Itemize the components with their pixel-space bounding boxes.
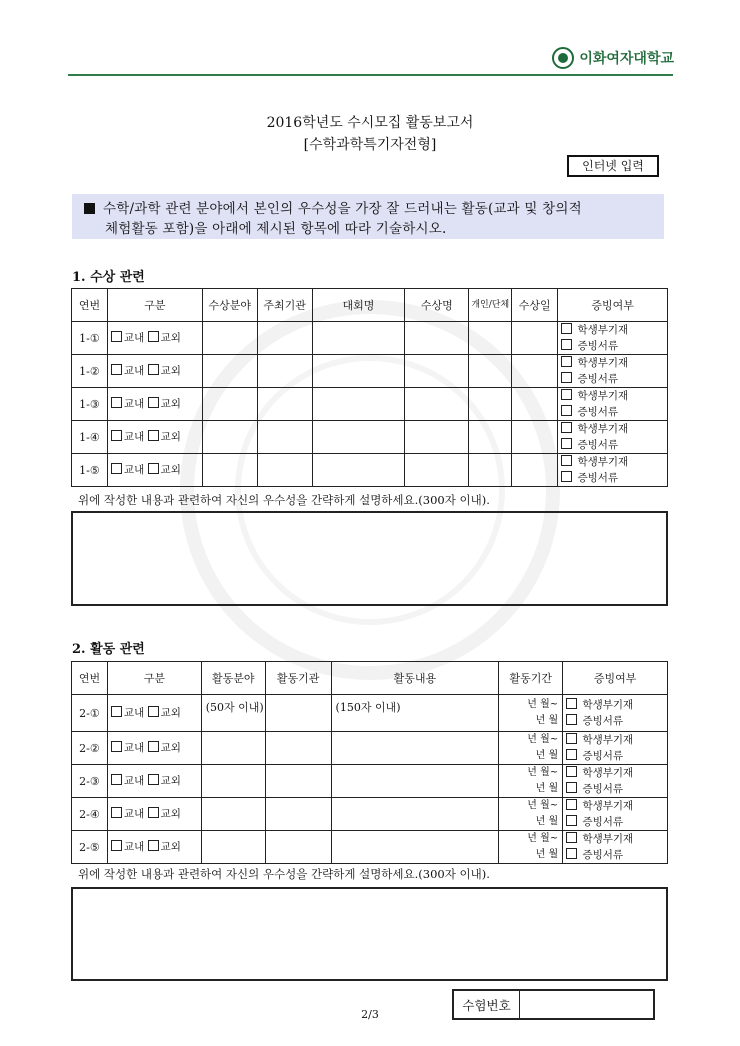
table-row [72,355,668,388]
contest-cell[interactable] [312,421,405,454]
evidence-options: 학생부기재 증빙서류 [558,454,668,487]
outside-checkbox[interactable] [148,774,159,785]
inside-checkbox[interactable] [111,364,122,375]
inside-checkbox[interactable] [111,741,122,752]
activity-content-cell[interactable] [331,765,499,798]
period-cell[interactable]: 년 월~ 년 월 [499,732,563,765]
evidence-options: 학생부기재 증빙서류 [558,355,668,388]
row-number: 1-⑤ [72,454,108,487]
evidence-options: 학생부기재 증빙서류 [563,798,668,831]
instruction-banner [72,194,664,239]
record-checkbox[interactable] [566,766,577,777]
outside-checkbox[interactable] [148,463,159,474]
section-2-note: 위에 작성한 내용과 관련하여 자신의 우수성을 간략하게 설명하세요.(300자 이내). [78,867,490,881]
record-checkbox[interactable] [566,733,577,744]
outside-checkbox[interactable] [148,430,159,441]
document-checkbox[interactable] [566,782,577,793]
table-row [72,765,668,798]
row-number: 2-⑤ [72,831,108,864]
contest-cell[interactable] [312,322,405,355]
activity-org-cell[interactable] [265,732,331,765]
activity-org-cell[interactable] [265,798,331,831]
table-row [72,798,668,831]
document-checkbox[interactable] [561,405,572,416]
contest-cell[interactable] [312,388,405,421]
awards-table [71,288,668,487]
contest-cell[interactable] [312,454,405,487]
instruction-line-1: 수학/과학 관련 분야에서 본인의 우수성을 가장 잘 드러내는 활동(교과 및 창의적 [103,201,582,217]
university-logo [552,47,674,69]
col-header: 연번 [72,662,108,695]
col-header: 연번 [72,289,108,322]
inside-checkbox[interactable] [111,840,122,851]
organizer-cell[interactable] [257,388,312,421]
period-cell[interactable]: 년 월~ 년 월 [499,765,563,798]
record-checkbox[interactable] [561,356,572,367]
activities-table [71,661,668,864]
award-name-cell[interactable] [405,454,469,487]
col-header: 활동내용 [331,662,499,695]
record-checkbox[interactable] [566,799,577,810]
col-header: 수상명 [405,289,469,322]
award-name-cell[interactable] [405,355,469,388]
table-row [72,322,668,355]
award-name-cell[interactable] [405,388,469,421]
category-options: 교내 교외 [107,732,201,765]
col-header: 증빙여부 [563,662,668,695]
inside-checkbox[interactable] [111,397,122,408]
instruction-line-2: 체험활동 포함)을 아래에 제시된 항목에 따라 기술하시오. [105,221,447,237]
col-header: 개인/단체 [469,289,512,322]
category-options: 교내 교외 [107,322,202,355]
section-1-explanation-box[interactable] [71,511,668,606]
award-field-cell[interactable] [202,421,257,454]
outside-checkbox[interactable] [148,331,159,342]
category-options: 교내 교외 [107,831,201,864]
row-number: 2-③ [72,765,108,798]
university-name: 이화여자대학교 [579,51,674,67]
table-row [72,732,668,765]
outside-checkbox[interactable] [148,706,159,717]
document-subtitle: [수학과학특기자전형] [303,137,437,153]
col-header: 대회명 [312,289,405,322]
table-row [72,831,668,864]
period-cell[interactable]: 년 월~ 년 월 [499,695,563,732]
col-header: 수상일 [512,289,558,322]
period-cell[interactable]: 년 월~ 년 월 [499,831,563,864]
row-number: 1-② [72,355,108,388]
award-name-cell[interactable] [405,322,469,355]
activity-org-cell[interactable] [265,765,331,798]
category-options: 교내 교외 [107,454,202,487]
col-header: 활동기관 [265,662,331,695]
col-header: 증빙여부 [558,289,668,322]
document-checkbox[interactable] [561,471,572,482]
row-number: 1-③ [72,388,108,421]
award-field-cell[interactable] [202,322,257,355]
evidence-options: 학생부기재 증빙서류 [563,831,668,864]
row-number: 2-① [72,695,108,732]
activity-org-cell[interactable] [265,831,331,864]
document-checkbox[interactable] [566,848,577,859]
activity-content-cell[interactable] [331,732,499,765]
table-row [72,695,668,732]
award-field-cell[interactable] [202,388,257,421]
square-bullet-icon [84,203,95,214]
evidence-options: 학생부기재 증빙서류 [563,732,668,765]
activity-field-cell[interactable] [201,732,265,765]
row-number: 1-① [72,322,108,355]
document-checkbox[interactable] [566,714,577,725]
document-checkbox[interactable] [566,815,577,826]
individual-team-cell[interactable] [469,421,512,454]
outside-checkbox[interactable] [148,840,159,851]
inside-checkbox[interactable] [111,430,122,441]
document-checkbox[interactable] [561,339,572,350]
evidence-options: 학생부기재 증빙서류 [558,388,668,421]
activity-field-cell[interactable] [201,831,265,864]
award-date-cell[interactable] [512,322,558,355]
table-row [72,388,668,421]
emblem-icon [552,47,574,69]
activity-content-cell[interactable] [331,798,499,831]
col-header: 구분 [107,662,201,695]
category-options: 교내 교외 [107,798,201,831]
activity-content-cell[interactable] [331,831,499,864]
contest-cell[interactable] [312,355,405,388]
outside-checkbox[interactable] [148,807,159,818]
exam-number-label: 수험번호 [454,991,520,1018]
individual-team-cell[interactable] [469,322,512,355]
row-number: 2-④ [72,798,108,831]
col-header: 주최기관 [257,289,312,322]
input-mode-badge: 인터넷 입력 [567,155,659,177]
col-header: 활동기간 [499,662,563,695]
header-rule [68,74,673,76]
individual-team-cell[interactable] [469,388,512,421]
award-date-cell[interactable] [512,454,558,487]
outside-checkbox[interactable] [148,741,159,752]
record-checkbox[interactable] [561,455,572,466]
inside-checkbox[interactable] [111,807,122,818]
activity-field-cell[interactable] [201,765,265,798]
organizer-cell[interactable] [257,454,312,487]
organizer-cell[interactable] [257,421,312,454]
row-number: 1-④ [72,421,108,454]
document-checkbox[interactable] [566,749,577,760]
activity-field-cell[interactable] [201,798,265,831]
individual-team-cell[interactable] [469,454,512,487]
record-checkbox[interactable] [561,323,572,334]
individual-team-cell[interactable] [469,355,512,388]
award-name-cell[interactable] [405,421,469,454]
organizer-cell[interactable] [257,355,312,388]
section-2-explanation-box[interactable] [71,887,668,981]
document-checkbox[interactable] [561,372,572,383]
section-2-title: 2. 활동 관련 [72,642,145,657]
section-1-note: 위에 작성한 내용과 관련하여 자신의 우수성을 간략하게 설명하세요.(300자 이내). [78,493,490,507]
record-checkbox[interactable] [561,422,572,433]
record-checkbox[interactable] [561,389,572,400]
inside-checkbox[interactable] [111,774,122,785]
activity-org-cell[interactable] [265,695,331,732]
document-checkbox[interactable] [561,438,572,449]
document-title: 2016학년도 수시모집 활동보고서 [266,115,474,131]
inside-checkbox[interactable] [111,463,122,474]
award-field-cell[interactable] [202,355,257,388]
section-1-title: 1. 수상 관련 [72,270,145,285]
activity-content-cell[interactable]: (150자 이내) [331,695,499,732]
evidence-options: 학생부기재 증빙서류 [563,765,668,798]
awards-header-row [72,289,668,322]
page-number: 2/3 [361,1008,379,1021]
inside-checkbox[interactable] [111,331,122,342]
record-checkbox[interactable] [566,832,577,843]
outside-checkbox[interactable] [148,364,159,375]
award-field-cell[interactable] [202,454,257,487]
evidence-options: 학생부기재 증빙서류 [563,695,668,732]
category-options: 교내 교외 [107,388,202,421]
table-row [72,454,668,487]
evidence-options: 학생부기재 증빙서류 [558,322,668,355]
evidence-options: 학생부기재 증빙서류 [558,421,668,454]
award-date-cell[interactable] [512,388,558,421]
activity-field-cell[interactable]: (50자 이내) [201,695,265,732]
col-header: 활동분야 [201,662,265,695]
col-header: 수상분야 [202,289,257,322]
category-options: 교내 교외 [107,421,202,454]
row-number: 2-② [72,732,108,765]
category-options: 교내 교외 [107,355,202,388]
activities-header-row [72,662,668,695]
award-date-cell[interactable] [512,355,558,388]
award-date-cell[interactable] [512,421,558,454]
organizer-cell[interactable] [257,322,312,355]
outside-checkbox[interactable] [148,397,159,408]
category-options: 교내 교외 [107,695,201,732]
record-checkbox[interactable] [566,698,577,709]
inside-checkbox[interactable] [111,706,122,717]
period-cell[interactable]: 년 월~ 년 월 [499,798,563,831]
category-options: 교내 교외 [107,765,201,798]
table-row [72,421,668,454]
col-header: 구분 [107,289,202,322]
